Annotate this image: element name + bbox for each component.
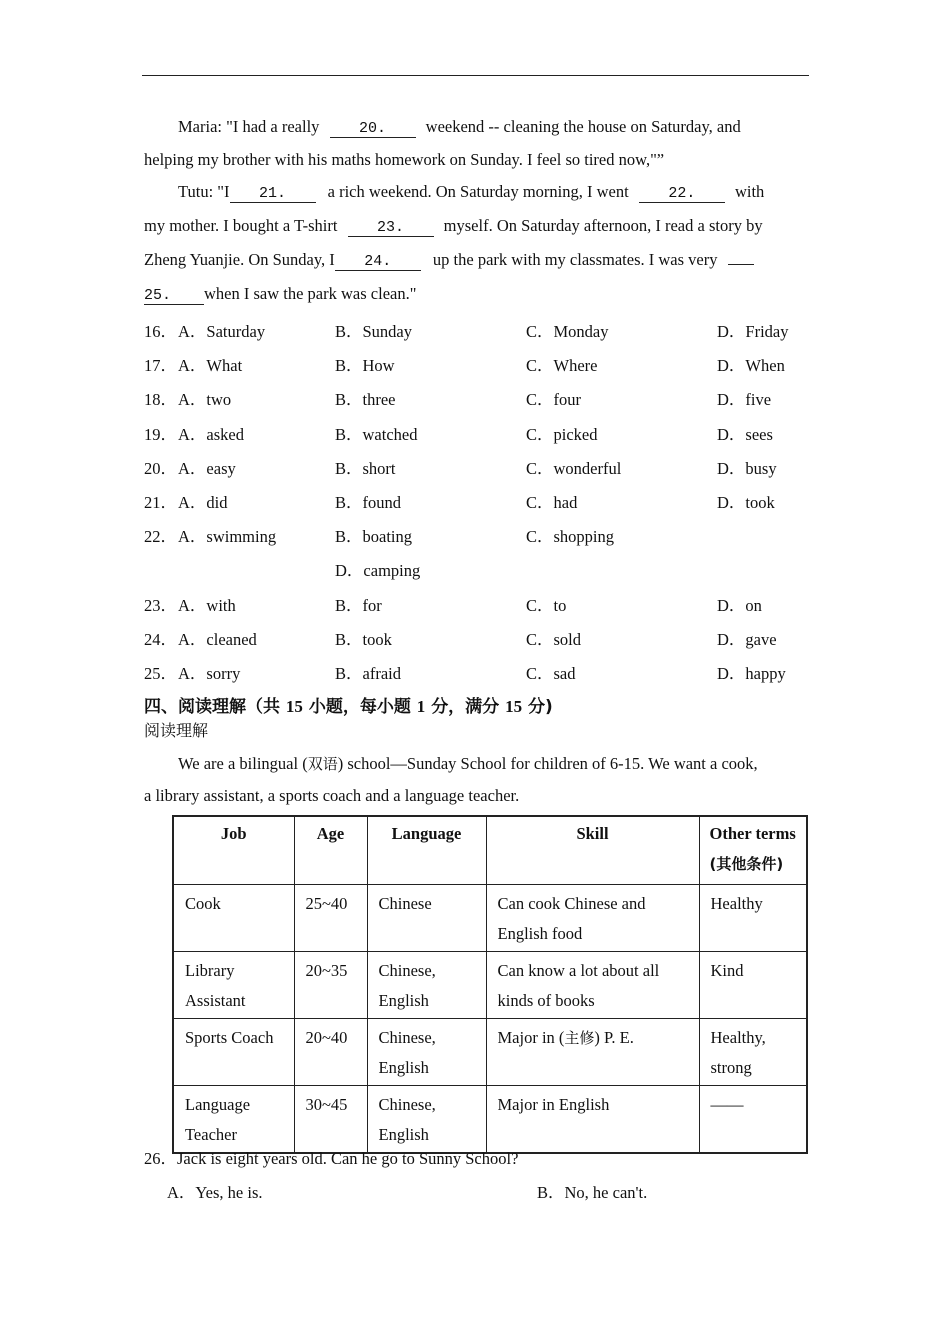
table-row <box>173 884 807 951</box>
passage-text: Zheng Yuanjie. On Sunday, I <box>144 250 335 269</box>
question-number: 19． <box>144 424 177 444</box>
cell-other: Kind <box>699 951 807 1018</box>
blank-23[interactable]: 23. <box>348 220 434 237</box>
option-b[interactable]: B．took <box>335 629 392 649</box>
option-b[interactable]: B．Sunday <box>335 322 413 341</box>
option-c[interactable]: C．had <box>526 493 578 512</box>
cell-age: 25~40 <box>294 884 367 951</box>
question-row <box>0 626 950 650</box>
blank-20[interactable]: 20. <box>330 121 416 138</box>
cell-job: Library Assistant <box>173 951 294 1018</box>
cell-skill: Major in English <box>486 1085 699 1153</box>
question-row <box>0 523 950 547</box>
option-c[interactable]: C．to <box>526 595 567 615</box>
cell-skill: Can know a lot about all kinds of books <box>486 951 699 1018</box>
passage-line-6 <box>144 284 416 305</box>
header-job: Job <box>173 816 294 884</box>
blank-24[interactable]: 24. <box>335 254 421 271</box>
question-26-stem: 26．Jack is eight years old. Can he go to Sunny School? <box>144 1149 519 1168</box>
table-row <box>173 951 807 1018</box>
option-a[interactable]: A．Saturday <box>178 322 266 341</box>
cell-age: 30~45 <box>294 1085 367 1153</box>
question-number: 16． <box>144 322 177 341</box>
question-number: 21． <box>144 493 177 512</box>
option-d[interactable]: D．took <box>717 493 775 512</box>
option-c[interactable]: C．Where <box>526 356 598 376</box>
question-row <box>0 660 950 684</box>
blank-21[interactable]: 21. <box>230 186 316 203</box>
option-c[interactable]: C．picked <box>526 424 598 444</box>
option-c[interactable]: C．Monday <box>526 322 609 341</box>
cell-language: Chinese, English <box>367 951 486 1018</box>
option-d[interactable]: D．five <box>717 390 772 410</box>
option-c[interactable]: C．sold <box>526 629 582 649</box>
question-row <box>0 557 950 581</box>
passage-line-2: helping my brother with his maths homework on Sunday. I feel so tired now,"” <box>144 150 665 169</box>
option-d[interactable]: D．busy <box>717 458 777 478</box>
option-a[interactable]: A．sorry <box>178 664 241 683</box>
cell-language: Chinese, English <box>367 1085 486 1153</box>
option-b[interactable]: B．How <box>335 356 395 376</box>
cell-job: Cook <box>173 884 294 951</box>
cell-age: 20~35 <box>294 951 367 1018</box>
option-a[interactable]: A．cleaned <box>178 629 257 649</box>
option-d[interactable]: D．Friday <box>717 322 789 341</box>
cell-language: Chinese, English <box>367 1018 486 1085</box>
question-number: 18． <box>144 390 177 410</box>
passage-line-3 <box>178 182 764 203</box>
option-d[interactable]: D．When <box>717 356 785 376</box>
cell-other: Healthy <box>699 884 807 951</box>
question-row <box>0 489 950 513</box>
option-d[interactable]: D．gave <box>717 629 777 649</box>
table-header-row <box>173 816 807 884</box>
question-number: 24． <box>144 629 177 649</box>
cell-other: Healthy, strong <box>699 1018 807 1085</box>
header-age: Age <box>294 816 367 884</box>
option-b[interactable]: B．short <box>335 458 396 478</box>
option-c[interactable]: C．sad <box>526 664 576 683</box>
option-a[interactable]: A．two <box>178 390 232 410</box>
option-a[interactable]: A．with <box>178 595 236 615</box>
option-c[interactable]: C．shopping <box>526 527 615 547</box>
option-b[interactable]: B．watched <box>335 424 418 444</box>
passage-line-5 <box>144 250 754 271</box>
option-a[interactable]: A．easy <box>178 458 236 478</box>
header-other-terms: Other terms (其他条件) <box>699 816 807 884</box>
option-a[interactable]: A．did <box>178 493 228 512</box>
passage-text: when I saw the park was clean." <box>204 284 417 303</box>
question-row <box>0 386 950 410</box>
reading-intro-2: a library assistant, a sports coach and a language teacher. <box>144 786 520 805</box>
option-a[interactable]: A．asked <box>178 424 244 444</box>
header-skill: Skill <box>486 816 699 884</box>
option-c[interactable]: C．wonderful <box>526 458 622 478</box>
header-rule <box>142 75 809 76</box>
table-row <box>173 1018 807 1085</box>
blank-22[interactable]: 22. <box>639 186 725 203</box>
question-number: 20． <box>144 458 177 478</box>
passage-text: my mother. I bought a T-shirt <box>144 216 338 235</box>
section-subtitle: 阅读理解 <box>144 721 209 740</box>
question-number: 22． <box>144 527 177 547</box>
option-d[interactable]: D．happy <box>717 664 786 683</box>
passage-text: with <box>734 182 765 201</box>
jobs-table <box>172 815 808 1154</box>
question-26-option-a[interactable]: A．Yes, he is. <box>167 1183 263 1202</box>
cell-skill: Major in (主修) P. E. <box>486 1018 699 1085</box>
passage-text: weekend -- cleaning the house on Saturday, and <box>425 117 741 136</box>
passage-text: Maria: "I had a really <box>178 117 320 136</box>
passage-text: myself. On Saturday afternoon, I read a story by <box>443 216 763 235</box>
passage-text: up the park with my classmates. I was very <box>432 250 718 269</box>
question-row <box>0 592 950 616</box>
option-a[interactable]: A．What <box>178 356 243 376</box>
question-row <box>0 421 950 445</box>
cell-other: —— <box>699 1085 807 1153</box>
blank-25[interactable]: 25. <box>144 288 204 305</box>
question-row <box>0 352 950 376</box>
question-26-option-b[interactable]: B．No, he can't. <box>537 1183 648 1202</box>
cell-language: Chinese <box>367 884 486 951</box>
option-b[interactable]: B．boating <box>335 527 412 547</box>
question-number: 25． <box>144 664 177 683</box>
cell-skill: Can cook Chinese and English food <box>486 884 699 951</box>
passage-line-4 <box>144 216 763 237</box>
cell-age: 20~40 <box>294 1018 367 1085</box>
blank-25-start <box>728 264 754 265</box>
passage-line-1 <box>178 117 741 138</box>
option-b[interactable]: B．afraid <box>335 664 401 683</box>
header-language: Language <box>367 816 486 884</box>
cell-job: Sports Coach <box>173 1018 294 1085</box>
option-c[interactable]: C．four <box>526 390 581 410</box>
cell-job: Language Teacher <box>173 1085 294 1153</box>
option-d[interactable]: D．sees <box>717 424 773 444</box>
passage-text: Tutu: "I <box>178 182 230 201</box>
reading-intro-1: We are a bilingual (双语) school—Sunday School for children of 6-15. We want a cook, <box>178 754 758 773</box>
question-number: 23． <box>144 595 177 615</box>
passage-text: a rich weekend. On Saturday morning, I went <box>327 182 629 201</box>
option-a[interactable]: A．swimming <box>178 527 277 547</box>
option-b[interactable]: B．three <box>335 390 396 410</box>
question-row <box>0 318 950 342</box>
option-b[interactable]: B．found <box>335 493 401 512</box>
section-title: 四、阅读理解（共 15 小题，每小题 1 分，满分 15 分) <box>144 697 553 717</box>
option-b[interactable]: B．for <box>335 595 382 615</box>
question-number: 17． <box>144 356 177 376</box>
option-b[interactable]: D．camping <box>335 561 421 581</box>
option-d[interactable]: D．on <box>717 595 762 615</box>
table-row <box>173 1085 807 1153</box>
question-row <box>0 455 950 479</box>
